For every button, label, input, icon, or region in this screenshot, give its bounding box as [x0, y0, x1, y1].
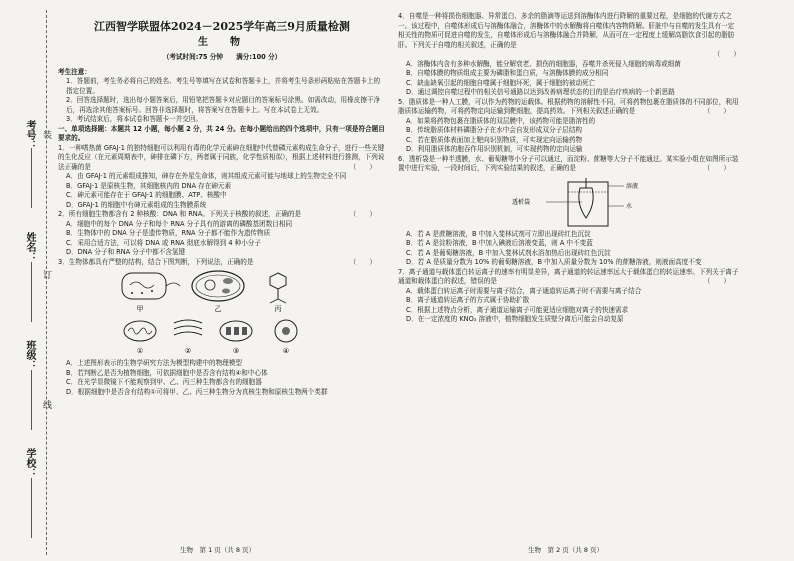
option: C．若在脂质体表面加上靶向识别物质，可实现定向运输药物 [406, 135, 583, 144]
cell-figure [118, 269, 318, 357]
fig-label-2: ② [184, 347, 192, 355]
option: A．溶酶体内含有多种水解酶，能分解衰老、损伤的细胞器，吞噬并杀死侵入细胞的病毒或细菌 [406, 59, 681, 68]
question-stem [58, 210, 386, 220]
binding-dashed-line [46, 10, 47, 555]
question-stem [58, 258, 386, 268]
option: C．根据上述特点分析，离子通道运输离子可能更适应细胞对离子的快速需求 [406, 305, 629, 314]
fig-label-jia: 甲 [136, 305, 144, 313]
option: C．缺血缺氧引起的细胞自噬属于细胞坏死，属于细胞的被动死亡 [406, 78, 596, 87]
option: C．若 A 是葡萄糖溶液，B 中加入斐林试剂水浴加热后出现砖红色沉淀 [406, 248, 611, 257]
zhuang-mark: 装 [41, 130, 51, 139]
bacterium-cell [122, 273, 180, 299]
option: D．若 A 是质量分数为 10% 的葡萄糖溶液，B 中加入质量分数为 10% 的蔗糖溶液，则液面高度不变 [406, 258, 702, 266]
dialysis-label-water: 水 [626, 202, 633, 210]
question-stem [398, 98, 740, 117]
answer-bracket[interactable]: （ ） [703, 164, 730, 172]
kaohao-label: 考号： [24, 120, 35, 150]
organelle-nucleus [275, 320, 297, 342]
note-item: 3．考试结束后，将本试卷和答题卡一并交回。 [66, 115, 203, 123]
section1-heading: 一、单项选择题：本题共 12 小题，每小题 2 分，共 24 分。在每小题给出的四个选项中，只有一项是符合题目要求的。 [58, 124, 385, 142]
exam-subject: 生 物 [198, 36, 246, 48]
dialysis-figure-svg [508, 176, 648, 228]
page-footer-right: 生物 第 2 页（共 8 页） [528, 546, 604, 554]
option: D．利用脂质体的胞吞作用识别机制，可实现药物的定向运输 [406, 145, 583, 153]
option: A．上述图形表示的生物学研究方法为模型构建中的物理模型 [66, 359, 242, 367]
option: D．GFAJ-1 的细胞中有砷元素组成的生物膜系统 [66, 200, 207, 209]
exam-title: 江西智学联盟体2024－2025学年高三9月质量检测 [94, 20, 350, 33]
option: A．细胞中的每个 DNA 分子和每个 RNA 分子具有的游离的磷酸基团数目相同 [66, 219, 293, 228]
xingming-line [31, 262, 32, 322]
banji-line [31, 370, 32, 430]
fig-label-bing: 丙 [274, 305, 282, 313]
binding-strip [0, 0, 54, 561]
fig-label-3: ③ [232, 347, 240, 355]
q1-stem: 1．一种嗜热菌 GFAJ-1 的独特细胞可以利用有毒的化学元素砷在细胞中代替磷元素构成生命分子，进行一些关键的生化反应（在元素周期表中，砷排在磷下方，两者属于同族，化学性质相似），根据上述材料进行推测，下列说法正确的是 [58, 143, 385, 171]
banji-label: 班级： [24, 340, 35, 370]
option: B．生物体中的 DNA 分子是遗传物质，RNA 分子都不能作为遗传物质 [66, 229, 271, 237]
option: C．在光学显微镜下不能观察到甲、乙、丙三种生物都含有的细胞器 [66, 378, 262, 386]
answer-bracket[interactable]: （ ） [349, 162, 376, 171]
q7-stem: 7．离子通道与载体蛋白转运离子的速率有明显差异，离子通道的转运速率远大于载体蛋白的转运速率。下列关于离子通道和载体蛋白的叙述，错误的是 [398, 267, 739, 285]
q5-stem: 5．脂质体是一种人工膜，可以作为药物的运载体。根据药物的溶解性不同，可将药物包裹在脂质体的不同部位，利用脂质体运输药物，可将药物定向运输到靶细胞，提高药效。下列相关叙述正确的是 [398, 97, 739, 115]
left-page [58, 12, 386, 397]
option: D．在一定浓度的 KNO₃ 溶液中，植物细胞发生质壁分离后可能会自动复原 [406, 315, 624, 323]
dialysis-label-solution: 溶液 [626, 182, 639, 190]
exam-meta: （考试时间:75 分钟 满分:100 分） [162, 53, 282, 61]
virus [270, 273, 286, 303]
option: D．根据细胞中是否含有结构①可将甲、乙、丙三种生物分为真核生物和原核生物两个类群 [66, 387, 328, 396]
option: A．由 GFAJ-1 的元素组成推知，砷存在外星生命体，则其组成元素可能与地球上的生物完全不同 [66, 172, 347, 180]
cell-figure-svg [118, 269, 318, 357]
answer-bracket[interactable]: （ ） [713, 50, 740, 58]
dialysis-label-bag: 透析袋 [512, 198, 531, 206]
page-footer-left: 生物 第 1 页（共 8 页） [180, 546, 256, 554]
option: B．若 A 是淀粉溶液，B 中加入碘液后溶液变蓝，则 A 中不变蓝 [406, 239, 593, 247]
kaohao-line [31, 148, 32, 208]
q2-stem: 2．所有细胞生物都含有 2 种核酸：DNA 和 RNA。下列关于核酸的叙述，正确的是 [58, 210, 302, 218]
question-stem [398, 12, 740, 50]
question-stem [58, 144, 386, 173]
note-item: 2．回答选择题时，选出每小题答案后，用铅笔把答题卡对应题目的答案标号涂黑。如需改动，用橡皮擦干净后，再选涂其他答案标号。回答非选择题时，将答案写在答题卡上。写在本试卷上无效。 [66, 96, 381, 114]
option: A．如果将药物包裹在脂质体的双层膜中，该药物可能是脂溶性的 [406, 116, 596, 125]
option: C．采用合适方法，可以将 DNA 或 RNA 彻底水解得到 4 种小分子 [66, 238, 261, 247]
xingming-label: 姓名： [24, 232, 35, 262]
dialysis-figure [508, 176, 648, 228]
option: A．载体蛋白转运离子时需要与离子结合，离子通道转运离子时不需要与离子结合 [406, 286, 642, 295]
option: A．若 A 是蔗糖溶液，B 中加入斐林试剂可立即出现砖红色沉淀 [406, 229, 591, 238]
option: D．通过调控自噬过程中的相关信号通路以达到改善病理状态的目的是治疗疾病的一个新思路 [406, 88, 675, 96]
right-page [398, 12, 740, 325]
option: B．传统脂质体材料磷脂分子在水中会自发形成双分子层结构 [406, 126, 582, 134]
xuexiao-line [31, 478, 32, 538]
question-stem [398, 155, 740, 174]
plant-cell [192, 271, 244, 301]
q6-stem: 6．透析袋是一种半透膜，水、葡萄糖等小分子可以通过，而淀粉、蔗糖等大分子不能通过。某实验小组在如图所示装置中进行实验，一段时间后，下列实验结果的叙述，正确的是 [398, 154, 739, 172]
organelle-mitochondrion [124, 321, 156, 341]
question-stem [398, 268, 740, 287]
organelle-golgi [174, 320, 202, 335]
option: D．DNA 分子和 RNA 分子中都不含氢键 [66, 248, 186, 256]
option: B．若判断乙是否为植物细胞，可依据细胞中是否含有结构④和中心体 [66, 368, 268, 377]
answer-bracket[interactable]: （ ） [349, 257, 376, 266]
fig-label-1: ① [136, 347, 144, 355]
option: B．自噬体膜的物质组成主要为磷脂和蛋白质，与溶酶体膜的成分相同 [406, 69, 609, 77]
q3-stem: 3．生物体都具有严整的结构，结合下图判断，下列说法，正确的是 [58, 257, 254, 266]
option: C．砷元素可能存在于 GFAJ-1 的细胞膜、ATP、核酸中 [66, 191, 227, 199]
xian-mark: 线 [41, 400, 51, 409]
dialysis-bag-shape [579, 188, 593, 218]
notes-heading: 考生注意： [58, 67, 91, 76]
organelle-chloroplast [220, 321, 252, 341]
answer-bracket[interactable]: （ ） [703, 277, 730, 285]
answer-bracket[interactable]: （ ） [703, 107, 730, 115]
note-item: 1．答题前，考生务必将自己的姓名、考生号等填写在试卷和答题卡上，并将考生号条形码粘贴在答题卡上的指定位置。 [66, 77, 381, 95]
option: B．GFAJ-1 是原核生物，其细胞核内的 DNA 存在砷元素 [66, 181, 232, 190]
fig-label-4: ④ [282, 347, 290, 355]
q4-stem: 4．自噬是一种将损伤细胞器、异常蛋白、多余的脂滴等运送到溶酶体内进行降解的重要过程，是细胞的代谢方式之一。该过程中，自噬体形成后与溶酶体融合，溶酶体中的水解酶将自噬体内容物降解。肝脏中与自噬的发生具有一定相关性的物质可促进自噬的发生，自噬体形成后与溶酶体融合并降解，从而可在一定程度上缓解高脂饮食引起的脂肪肝。下列关于自噬的相关叙述，正确的是 [398, 12, 735, 49]
option: B．离子通道转运离子的方式属于协助扩散 [406, 296, 530, 304]
xuexiao-label: 学校： [24, 448, 35, 478]
ding-mark: 订 [41, 270, 51, 279]
answer-bracket[interactable]: （ ） [349, 210, 376, 218]
fig-label-yi: 乙 [214, 305, 222, 313]
